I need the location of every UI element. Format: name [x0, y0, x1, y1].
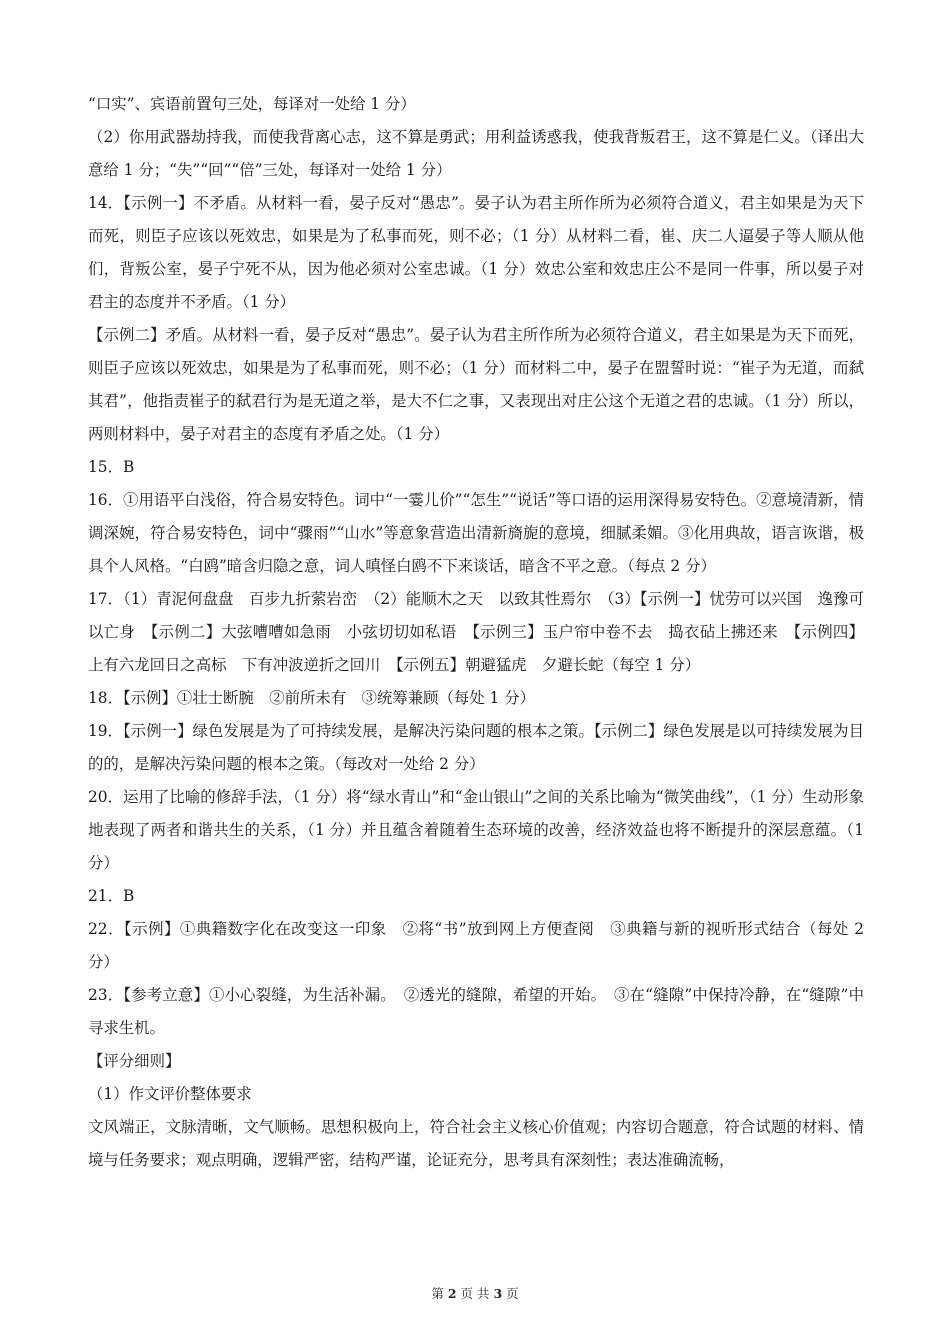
- paragraph-answer-15: 15．B: [88, 458, 135, 476]
- footer-total-pages: 3: [493, 1286, 503, 1301]
- paragraph-answer-21: 21．B: [88, 887, 135, 905]
- paragraph-answer-13-tail: “口实”、宾语前置句三处，每译对一处给 1 分）: [88, 95, 416, 113]
- paragraph-answer-20: 20．运用了比喻的修辞手法，（1 分）将“绿水青山”和“金山银山”之间的关系比喻为“微笑曲线”，（1 分）生动形象地表现了两者和谐共生的关系，（1 分）并且蕴含着随着生态环境的改善，经济效益也将不断提升的深层意蕴。（1 分）: [88, 788, 864, 872]
- paragraph-answer-14-example-2: 【示例二】矛盾。从材料一看，晏子反对“愚忠”。晏子认为君主所作所为必须符合道义，君主如果是为天下而死，则臣子应该以死效忠，如果是为了私事而死，则不必；（1 分）而材料二中，晏子在盟誓时说：“崔子为无道，而弑其君”，他指责崔子的弑君行为是无道之举，是大不仁之事，又表现出对庄公这个无道之君的忠诚。（1 分）所以，两则材料中，晏子对君主的态度有矛盾之处。（1 分）: [88, 326, 864, 443]
- paragraph-answer-17: 17．（1）青泥何盘盘 百步九折萦岩峦 （2）能顺木之天 以致其性焉尔 （3）【示例一】忧劳可以兴国 逸豫可以亡身 【示例二】大弦嘈嘈如急雨 小弦切切如私语 【示例三】玉户帘中卷不去 捣衣砧上拂还来 【示例四】上有六龙回日之高标 下有冲波逆折之回川 【示例五】朝避猛虎 夕避长蛇（每空 1 分）: [88, 590, 864, 674]
- document-body: [88, 88, 864, 1177]
- paragraph-scoring-requirements: 文风端正，文脉清晰，文气顺畅。思想积极向上，符合社会主义核心价值观；内容切合题意，符合试题的材料、情境与任务要求；观点明确，逻辑严密，结构严谨，论证充分，思考具有深刻性；表达准确流畅，: [88, 1118, 864, 1169]
- paragraph-answer-23: 23．【参考立意】①小心裂缝，为生活补漏。 ②透光的缝隙，希望的开始。 ③在“缝隙”中保持冷静，在“缝隙”中寻求生机。: [88, 986, 864, 1037]
- paragraph-answer-14-example-1: 14．【示例一】不矛盾。从材料一看，晏子反对“愚忠”。晏子认为君主所作所为必须符合道义，君主如果是为天下而死，则臣子应该以死效忠，如果是为了私事而死，则不必；（1 分）从材料二看，崔、庆二人逼晏子等人顺从他们，背叛公室，晏子宁死不从，因为他必须对公室忠诚。（1 分）效忠公室和效忠庄公不是同一件事，所以晏子对君主的态度并不矛盾。（1 分）: [88, 194, 864, 311]
- paragraph-answer-19: 19．【示例一】绿色发展是为了可持续发展，是解决污染问题的根本之策。【示例二】绿色发展是以可持续发展为目的的，是解决污染问题的根本之策。（每改对一处给 2 分）: [88, 722, 864, 773]
- paragraph-answer-22: 22．【示例】①典籍数字化在改变这一印象 ②将“书”放到网上方便查阅 ③典籍与新的视听形式结合（每处 2 分）: [88, 920, 864, 971]
- footer-prefix: 第: [431, 1286, 444, 1301]
- footer-middle: 页 共: [460, 1286, 490, 1301]
- paragraph-scoring-heading: 【评分细则】: [88, 1052, 181, 1070]
- paragraph-answer-16: 16．①用语平白浅俗，符合易安特色。词中“一霎儿价”“怎生”“说话”等口语的运用深得易安特色。②意境清新，情调深婉，符合易安特色，词中“骤雨”“山水”等意象营造出清新旖旎的意境，细腻柔媚。③化用典故，语言诙谐，极具个人风格。“白鸥”暗含归隐之意，词人嗔怪白鸥不下来谈话，暗含不平之意。（每点 2 分）: [88, 491, 864, 575]
- paragraph-scoring-subheading: （1）作文评价整体要求: [88, 1085, 252, 1103]
- paragraph-answer-13-2: （2）你用武器劫持我，而使我背离心志，这不算是勇武；用利益诱惑我，使我背叛君王，这不算是仁义。（译出大意给 1 分；“失”“回”“倍”三处，每译对一处给 1 分）: [88, 128, 864, 179]
- page-footer: [0, 1284, 950, 1302]
- paragraph-answer-18: 18．【示例】①壮士断腕 ②前所未有 ③统筹兼顾（每处 1 分）: [88, 689, 536, 707]
- footer-page-number: 2: [447, 1286, 457, 1301]
- footer-suffix: 页: [506, 1286, 519, 1301]
